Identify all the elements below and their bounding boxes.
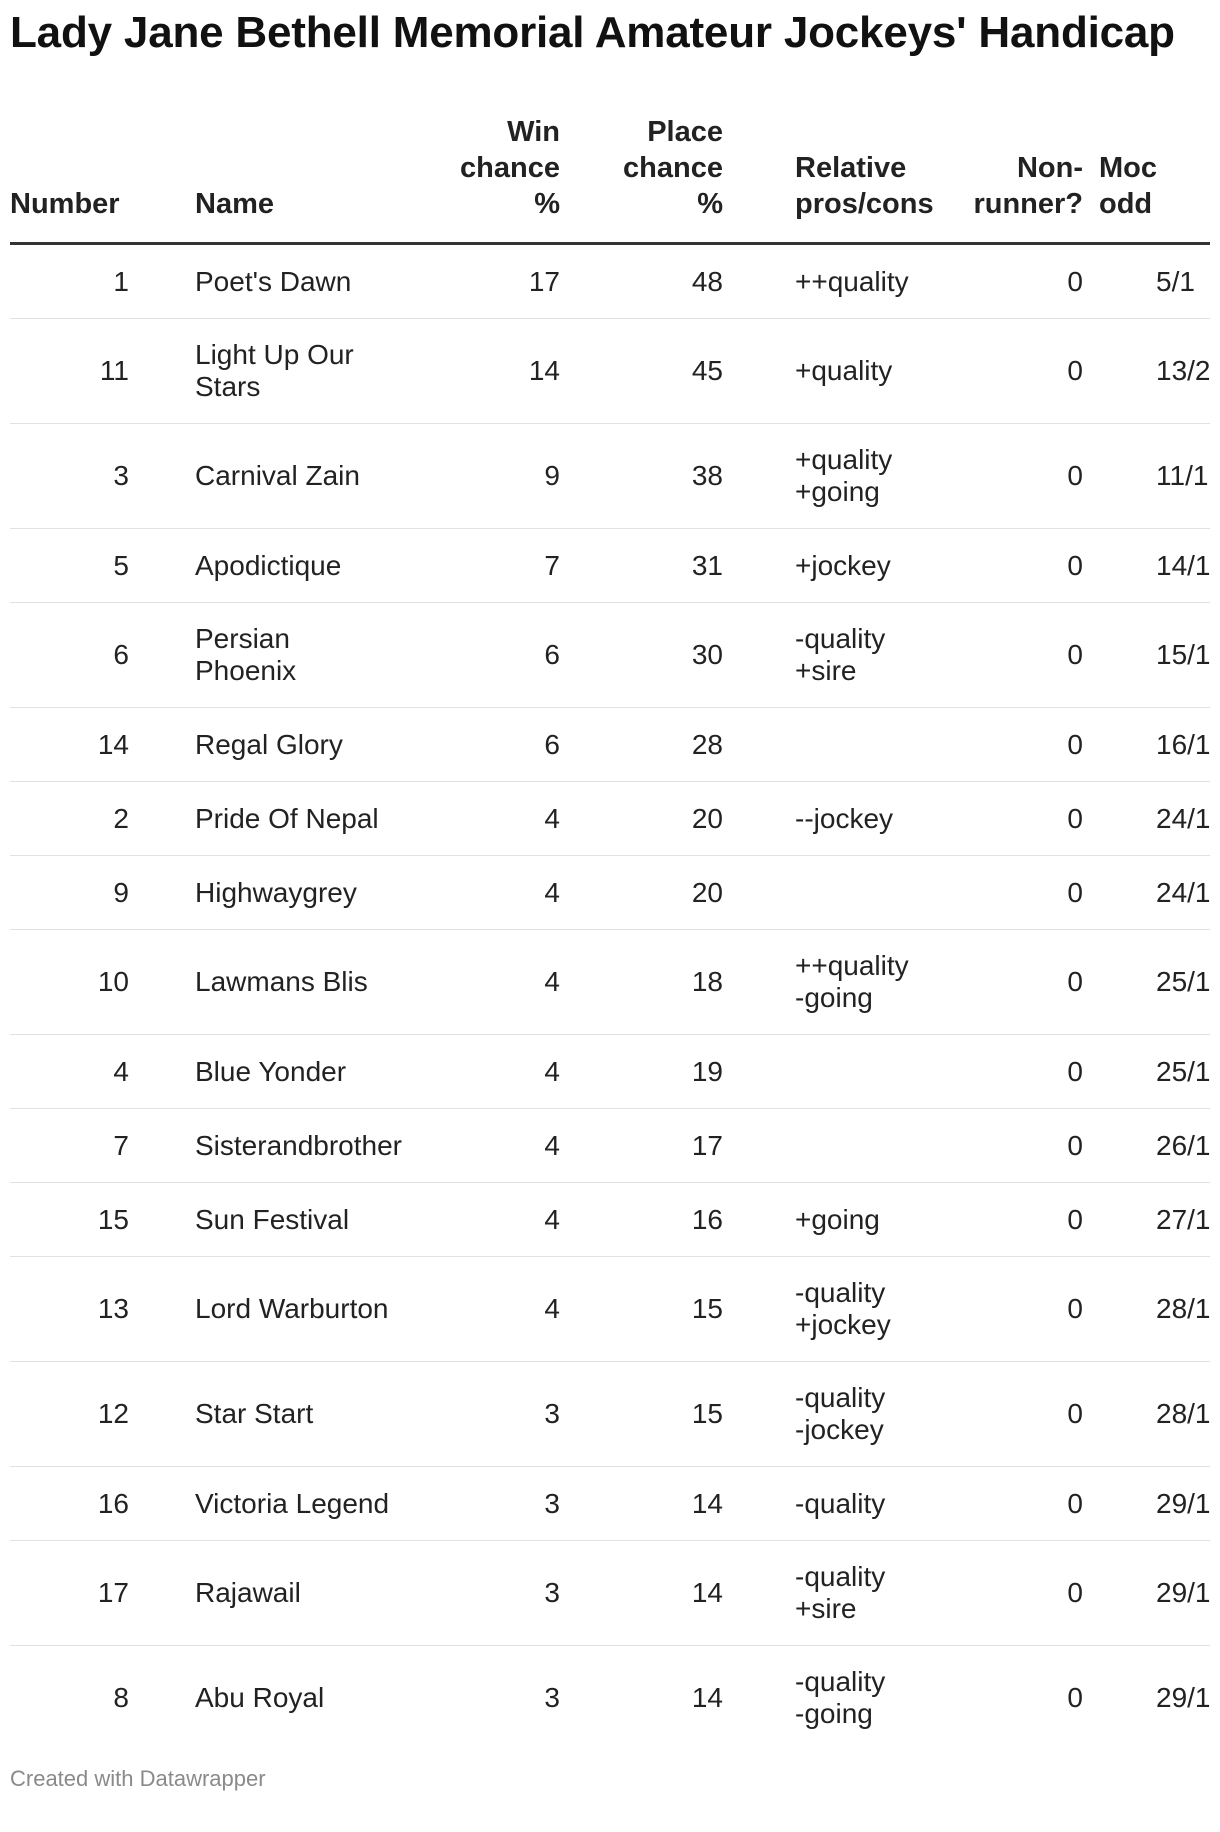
cell-non-runner: 0 bbox=[911, 603, 1091, 708]
cell-win-chance: 7 bbox=[390, 529, 568, 603]
cell-number: 11 bbox=[10, 319, 176, 424]
cell-non-runner: 0 bbox=[911, 930, 1091, 1035]
cell-name: Lord Warburton bbox=[176, 1257, 390, 1362]
cell-name: Persian Phoenix bbox=[176, 603, 390, 708]
table-row bbox=[10, 603, 1210, 708]
cell-model-odds: 24/1 bbox=[1091, 856, 1210, 930]
cell-model-odds: 29/1 bbox=[1091, 1467, 1210, 1541]
page-title: Lady Jane Bethell Memorial Amateur Jockeys' Handicap bbox=[10, 8, 1175, 57]
table-body bbox=[10, 244, 1210, 1751]
table-row bbox=[10, 1183, 1210, 1257]
cell-model-odds: 28/1 bbox=[1091, 1362, 1210, 1467]
cell-model-odds: 16/1 bbox=[1091, 708, 1210, 782]
cell-number: 12 bbox=[10, 1362, 176, 1467]
cell-relative bbox=[731, 856, 911, 930]
table-row bbox=[10, 1109, 1210, 1183]
cell-win-chance: 3 bbox=[390, 1541, 568, 1646]
cell-number: 5 bbox=[10, 529, 176, 603]
cell-number: 9 bbox=[10, 856, 176, 930]
cell-place-chance: 45 bbox=[568, 319, 731, 424]
cell-model-odds: 29/1 bbox=[1091, 1541, 1210, 1646]
cell-relative: ++quality -going bbox=[731, 930, 911, 1035]
cell-non-runner: 0 bbox=[911, 1109, 1091, 1183]
cell-non-runner: 0 bbox=[911, 424, 1091, 529]
table-row bbox=[10, 1035, 1210, 1109]
cell-win-chance: 4 bbox=[390, 1109, 568, 1183]
cell-win-chance: 14 bbox=[390, 319, 568, 424]
table-row bbox=[10, 856, 1210, 930]
cell-relative: --jockey bbox=[731, 782, 911, 856]
table-header bbox=[10, 100, 1210, 244]
cell-name: Abu Royal bbox=[195, 1682, 325, 1713]
cell-number: 3 bbox=[10, 424, 176, 529]
table-row bbox=[10, 1257, 1210, 1362]
cell-relative bbox=[731, 1109, 911, 1183]
cell-number: 13 bbox=[10, 1257, 176, 1362]
cell-number: 15 bbox=[10, 1183, 176, 1257]
cell-model-odds: 24/1 bbox=[1091, 782, 1210, 856]
cell-non-runner: 0 bbox=[911, 1467, 1091, 1541]
table-row bbox=[10, 782, 1210, 856]
cell-name: Victoria Legend bbox=[176, 1467, 390, 1541]
cell-win-chance: 4 bbox=[390, 1257, 568, 1362]
cell-relative: +quality +going bbox=[731, 424, 911, 529]
cell-non-runner: 0 bbox=[911, 319, 1091, 424]
cell-win-chance: 9 bbox=[390, 424, 568, 529]
cell-place-chance: 14 bbox=[568, 1541, 731, 1646]
cell-non-runner: 0 bbox=[911, 1362, 1091, 1467]
cell-name: Rajawail bbox=[176, 1541, 390, 1646]
cell-number: 6 bbox=[10, 603, 176, 708]
table-row bbox=[10, 319, 1210, 424]
cell-relative: -quality +sire bbox=[731, 1541, 911, 1646]
column-header-win-chance[interactable]: Win chance % bbox=[390, 100, 568, 244]
table-row bbox=[10, 529, 1210, 603]
cell-relative bbox=[731, 1035, 911, 1109]
cell-win-chance: 3 bbox=[390, 1362, 568, 1467]
cell-non-runner: 0 bbox=[911, 1541, 1091, 1646]
cell-number: 14 bbox=[10, 708, 176, 782]
cell-relative: +going bbox=[731, 1183, 911, 1257]
cell-place-chance: 14 bbox=[691, 1682, 723, 1713]
cell-model-odds: 25/1 bbox=[1091, 930, 1210, 1035]
table-row bbox=[10, 424, 1210, 529]
cell-number: 16 bbox=[10, 1467, 176, 1541]
cell-name: Pride Of Nepal bbox=[176, 782, 390, 856]
table-row bbox=[10, 1541, 1210, 1646]
cell-place-chance: 20 bbox=[568, 782, 731, 856]
cell-place-chance: 15 bbox=[568, 1257, 731, 1362]
cell-name: Carnival Zain bbox=[176, 424, 390, 529]
cell-place-chance: 48 bbox=[568, 244, 731, 319]
cell-win-chance: 4 bbox=[390, 930, 568, 1035]
cell-win-chance: 3 bbox=[544, 1682, 560, 1713]
cell-non-runner: 0 bbox=[911, 1183, 1091, 1257]
cell-model-odds: 13/2 bbox=[1091, 319, 1210, 424]
cell-relative: -quality +sire bbox=[731, 603, 911, 708]
cell-non-runner: 0 bbox=[911, 529, 1091, 603]
table-row bbox=[10, 244, 1210, 319]
cell-place-chance: 14 bbox=[568, 1467, 731, 1541]
cell-relative: -quality -jockey bbox=[731, 1362, 911, 1467]
table-row bbox=[10, 708, 1210, 782]
cell-model-odds: 27/1 bbox=[1091, 1183, 1210, 1257]
cell-place-chance: 31 bbox=[568, 529, 731, 603]
cell-relative: +quality bbox=[731, 319, 911, 424]
cell-non-runner: 0 bbox=[911, 708, 1091, 782]
cell-name: Highwaygrey bbox=[176, 856, 390, 930]
cell-non-runner: 0 bbox=[911, 244, 1091, 319]
cell-non-runner: 0 bbox=[911, 1257, 1091, 1362]
cell-win-chance: 4 bbox=[390, 782, 568, 856]
column-header-non-runner[interactable]: Non- runner? bbox=[911, 100, 1091, 244]
cell-place-chance: 28 bbox=[568, 708, 731, 782]
cell-number: 10 bbox=[10, 930, 176, 1035]
table-row bbox=[10, 1362, 1210, 1467]
cell-non-runner: 0 bbox=[911, 856, 1091, 930]
cell-relative: ++quality bbox=[731, 244, 911, 319]
cell-name: Apodictique bbox=[176, 529, 390, 603]
cell-name: Blue Yonder bbox=[176, 1035, 390, 1109]
cell-relative: +jockey bbox=[731, 529, 911, 603]
cell-number: 4 bbox=[10, 1035, 176, 1109]
cell-name: Light Up Our Stars bbox=[176, 319, 390, 424]
cell-place-chance: 20 bbox=[568, 856, 731, 930]
cell-number: 7 bbox=[10, 1109, 176, 1183]
cell-model-odds: 5/1 bbox=[1091, 244, 1210, 319]
cell-place-chance: 19 bbox=[568, 1035, 731, 1109]
cell-model-odds: 14/1 bbox=[1091, 529, 1210, 603]
cell-win-chance: 6 bbox=[390, 708, 568, 782]
cell-number: 2 bbox=[10, 782, 176, 856]
cell-model-odds: 15/1 bbox=[1091, 603, 1210, 708]
cell-name: Star Start bbox=[176, 1362, 390, 1467]
header-row bbox=[10, 100, 1210, 244]
column-header-number[interactable]: Number bbox=[10, 100, 176, 244]
table-container bbox=[0, 100, 1210, 1750]
cell-model-odds: 29/1 bbox=[1156, 1682, 1210, 1713]
cell-model-odds: 25/1 bbox=[1091, 1035, 1210, 1109]
cell-place-chance: 30 bbox=[568, 603, 731, 708]
cell-place-chance: 18 bbox=[568, 930, 731, 1035]
cell-non-runner: 0 bbox=[911, 782, 1091, 856]
cell-win-chance: 6 bbox=[390, 603, 568, 708]
cell-win-chance: 17 bbox=[390, 244, 568, 319]
column-header-model-odds[interactable]: Moc odd bbox=[1091, 100, 1210, 244]
runners-table bbox=[10, 100, 1210, 1750]
cell-name: Lawmans Blis bbox=[176, 930, 390, 1035]
cell-place-chance: 15 bbox=[568, 1362, 731, 1467]
cell-name: Sisterandbrother bbox=[176, 1109, 390, 1183]
cell-win-chance: 4 bbox=[390, 1035, 568, 1109]
cell-win-chance: 3 bbox=[390, 1467, 568, 1541]
cell-relative: -quality +jockey bbox=[731, 1257, 911, 1362]
cell-number: 1 bbox=[10, 244, 176, 319]
cell-number: 17 bbox=[10, 1541, 176, 1646]
table-row bbox=[10, 930, 1210, 1035]
cell-win-chance: 4 bbox=[390, 1183, 568, 1257]
cell-place-chance: 16 bbox=[568, 1183, 731, 1257]
cell-name: Poet's Dawn bbox=[176, 244, 390, 319]
table-row bbox=[10, 1646, 1210, 1751]
cell-win-chance: 4 bbox=[390, 856, 568, 930]
cell-model-odds: 26/1 bbox=[1091, 1109, 1210, 1183]
table-row bbox=[10, 1467, 1210, 1541]
cell-name: Regal Glory bbox=[176, 708, 390, 782]
column-header-name[interactable]: Name bbox=[176, 100, 390, 244]
footer-credit: Created with Datawrapper bbox=[10, 1766, 266, 1791]
cell-relative: -quality -going bbox=[795, 1666, 886, 1729]
cell-model-odds: 28/1 bbox=[1091, 1257, 1210, 1362]
cell-non-runner: 0 bbox=[1067, 1682, 1083, 1713]
cell-non-runner: 0 bbox=[911, 1035, 1091, 1109]
cell-place-chance: 17 bbox=[568, 1109, 731, 1183]
cell-place-chance: 38 bbox=[568, 424, 731, 529]
cell-relative: -quality bbox=[731, 1467, 911, 1541]
cell-relative bbox=[731, 708, 911, 782]
cell-model-odds: 11/1 bbox=[1091, 424, 1210, 529]
cell-number: 8 bbox=[113, 1682, 129, 1713]
column-header-place-chance[interactable]: Place chance % bbox=[568, 100, 731, 244]
cell-name: Sun Festival bbox=[176, 1183, 390, 1257]
column-header-relative[interactable]: Relative pros/cons bbox=[731, 100, 911, 244]
